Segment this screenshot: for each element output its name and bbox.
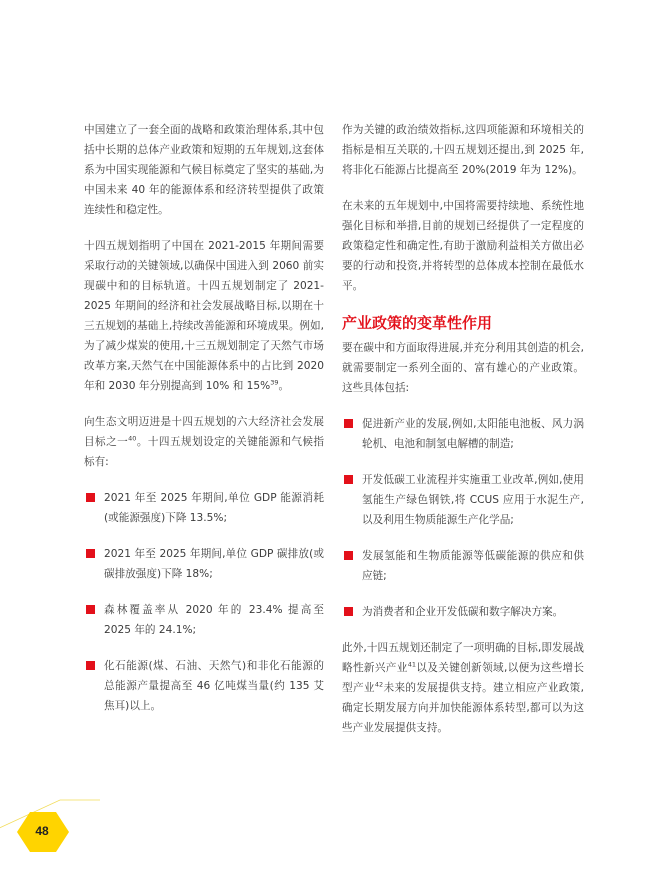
- paragraph-text: 向生态文明迈进是十四五规划的六大经济社会发展目标之一: [84, 416, 324, 448]
- paragraph: [84, 412, 324, 472]
- page-number: 48: [35, 824, 49, 838]
- square-bullet-icon: [86, 605, 95, 614]
- list-item-text: 化石能源(煤、石油、天然气)和非化石能源的总能源产量提高至 46 亿吨煤当量(约 135 艾焦耳)以上。: [104, 660, 324, 712]
- list-item-text: 2021 年至 2025 年期间,单位 GDP 碳排放(或碳排放强度)下降 18%;: [104, 548, 324, 580]
- list-item-text: 为消费者和企业开发低碳和数字解决方案。: [362, 606, 564, 618]
- paragraph: 作为关键的政治绩效指标,这四项能源和环境相关的指标是相互关联的,十四五规划还提出,到 2025 年,将非化石能源占比提高至 20%(2019 年为 12%)。: [342, 124, 584, 176]
- list-item: [342, 546, 584, 586]
- paragraph: 在未来的五年规划中,中国将需要持续地、系统性地强化目标和举措,目前的规划已经提供了一定程度的政策稳定性和确定性,有助于激励利益相关方做出必要的行动和投资,并将转型的总体成本控制在最低水平。: [342, 200, 584, 292]
- footnote-ref[interactable]: 42: [374, 680, 384, 689]
- square-bullet-icon: [86, 661, 95, 670]
- list-item: [84, 544, 324, 584]
- list-item-text: 2021 年至 2025 年期间,单位 GDP 能源消耗(或能源强度)下降 13.5%;: [104, 492, 324, 524]
- list-item: [342, 602, 584, 622]
- paragraph: 要在碳中和方面取得进展,并充分利用其创造的机会,就需要制定一系列全面的、富有雄心的产业政策。这些具体包括:: [342, 342, 584, 394]
- paragraph: [342, 638, 584, 738]
- square-bullet-icon: [344, 607, 353, 616]
- paragraph-text: 十四五规划指明了中国在 2021-2015 年期间需要采取行动的关键领域,以确保中国进入到 2060 前实现碳中和的目标轨道。十四五规划制定了 2021-2025 年期间的经济和社会发展战略目标,以期在十三五规划的基础上,持续改善能源和环境成果。例如,为了减少煤炭的使用,十三五规划制定了天然气市场改革方案,天然气在中国能源体系中的占比到 2020 年和 2030 年分别提高到 10% 和 15%: [84, 240, 324, 392]
- indicator-list: [84, 488, 324, 716]
- list-item-text: 开发低碳工业流程并实施重工业改革,例如,使用氢能生产绿色钢铁,将 CCUS 应用于水泥生产,以及利用生物质能源生产化学品;: [362, 474, 584, 526]
- paragraph-text: 。: [278, 380, 290, 392]
- right-column: [342, 120, 584, 754]
- square-bullet-icon: [344, 551, 353, 560]
- list-item: [84, 656, 324, 716]
- paragraph: [84, 236, 324, 396]
- list-item-text: 促进新产业的发展,例如,太阳能电池板、风力涡轮机、电池和制氢电解槽的制造;: [362, 418, 584, 450]
- paragraph: 中国建立了一套全面的战略和政策治理体系,其中包括中长期的总体产业政策和短期的五年规划,这套体系为中国实现能源和气候目标奠定了坚实的基础,为中国未来 40 年的能源体系和经济转型提供了政策连续性和稳定性。: [84, 124, 324, 216]
- paragraph-text: 。十四五规划设定的关键能源和气候指标有:: [84, 436, 325, 468]
- section-heading: 产业政策的变革性作用: [342, 314, 493, 332]
- square-bullet-icon: [344, 475, 353, 484]
- list-item: [342, 414, 584, 454]
- square-bullet-icon: [86, 549, 95, 558]
- list-item: [84, 488, 324, 528]
- footnote-ref[interactable]: 39: [270, 378, 279, 387]
- list-item: [84, 600, 324, 640]
- footnote-ref[interactable]: 41: [407, 660, 416, 669]
- list-item-text: 森林覆盖率从 2020 年的 23.4% 提高至 2025 年的 24.1%;: [104, 604, 324, 636]
- left-column: [84, 120, 324, 732]
- square-bullet-icon: [86, 493, 95, 502]
- paragraph-text: 以及关键创新领域,以便为这些增长型产业: [342, 662, 584, 694]
- paragraph-text: 此外,十四五规划还制定了一项明确的目标,即发展战略性新兴产业: [342, 642, 584, 674]
- list-item-text: 发展氢能和生物质能源等低碳能源的供应和供应链;: [362, 550, 584, 582]
- page-number-badge: [0, 790, 100, 869]
- footnote-ref[interactable]: 40: [128, 434, 137, 443]
- square-bullet-icon: [344, 419, 353, 428]
- list-item: [342, 470, 584, 530]
- paragraph-text: 未来的发展提供支持。建立相应产业政策,确定长期发展方向并加快能源体系转型,都可以为这些产业发展提供支持。: [342, 682, 584, 734]
- policy-list: [342, 414, 584, 622]
